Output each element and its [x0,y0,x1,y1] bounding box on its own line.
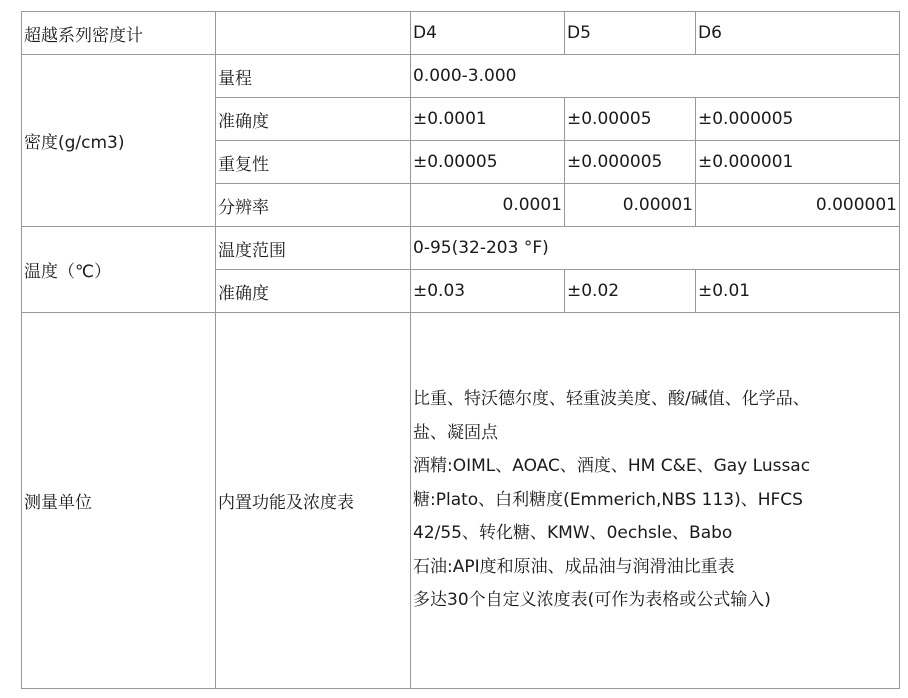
units-row [22,313,900,689]
temperature-range-row [22,227,900,270]
density-resolution-d5: 0.00001 [565,184,696,227]
spec-table [21,11,900,689]
header-blank-cell [216,12,411,55]
model-d6-header: D6 [696,12,900,55]
units-group-label: 测量单位 [22,313,216,689]
temperature-range-label: 温度范围 [216,227,411,270]
density-repeatability-label: 重复性 [216,141,411,184]
density-accuracy-d4: ±0.0001 [411,98,565,141]
table-title: 超越系列密度计 [22,12,216,55]
temperature-accuracy-label: 准确度 [216,270,411,313]
units-line-2: 盐、凝固点 [413,422,498,443]
density-resolution-d4: 0.0001 [411,184,565,227]
temperature-accuracy-d6: ±0.01 [696,270,900,313]
units-function-label: 内置功能及浓度表 [216,313,411,689]
temperature-accuracy-d4: ±0.03 [411,270,565,313]
density-repeatability-d5: ±0.000005 [565,141,696,184]
model-d4-header: D4 [411,12,565,55]
density-group-label: 密度(g/cm3) [22,55,216,227]
density-range-row [22,55,900,98]
density-repeatability-d6: ±0.000001 [696,141,900,184]
units-line-4: 糖:Plato、白利糖度(Emmerich,NBS 113)、HFCS [413,489,803,510]
density-accuracy-d5: ±0.00005 [565,98,696,141]
density-accuracy-d6: ±0.000005 [696,98,900,141]
density-resolution-label: 分辨率 [216,184,411,227]
density-range-value: 0.000-3.000 [411,55,900,98]
units-line-3: 酒精:OIML、AOAC、酒度、HM C&E、Gay Lussac [413,456,811,477]
density-range-label: 量程 [216,55,411,98]
temperature-accuracy-d5: ±0.02 [565,270,696,313]
units-description [411,313,900,689]
units-line-1: 比重、特沃德尔度、轻重波美度、酸/碱值、化学品、 [413,389,810,410]
header-row [22,12,900,55]
units-line-6: 石油:API度和原油、成品油与润滑油比重表 [413,556,735,577]
density-repeatability-d4: ±0.00005 [411,141,565,184]
temperature-group-label: 温度（℃） [22,227,216,313]
temperature-range-value: 0-95(32-203 °F) [411,227,900,270]
units-line-5: 42/55、转化糖、KMW、0echsle、Babo [413,523,733,544]
density-resolution-d6: 0.000001 [696,184,900,227]
units-line-7: 多达30个自定义浓度表(可作为表格或公式输入) [413,590,771,611]
density-accuracy-label: 准确度 [216,98,411,141]
model-d5-header: D5 [565,12,696,55]
